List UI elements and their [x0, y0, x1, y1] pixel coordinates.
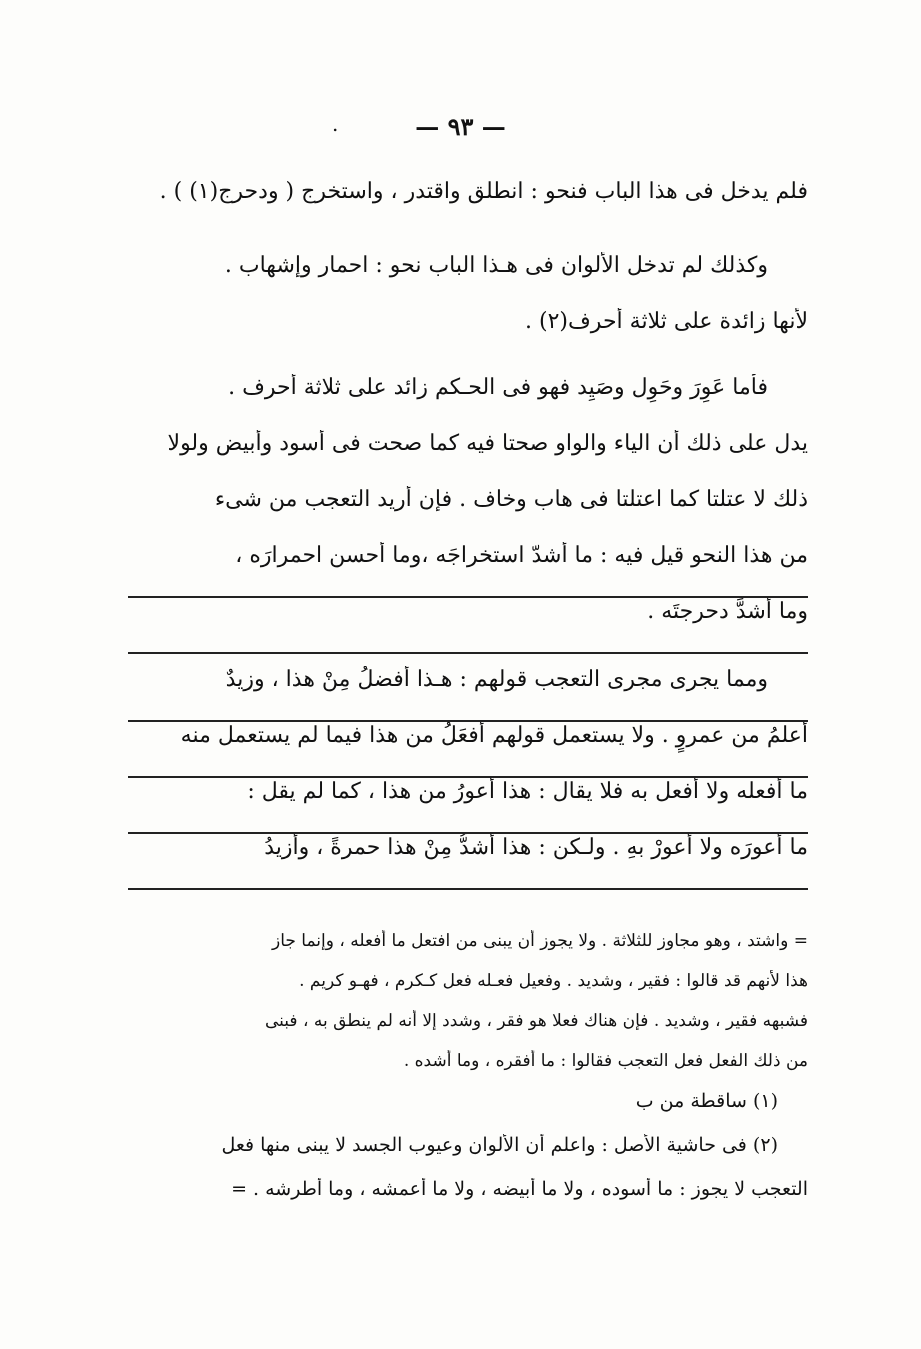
footnote-continuation-line: = واشتد ، وهو مجاوز للثلاثة . ولا يجوز أن يبنى من افتعل ما أفعله ، وإنما جاز: [272, 931, 808, 951]
paragraph-4: [128, 666, 808, 890]
text-line-underlined: من هذا النحو قيل فيه : ما أشدّ استخراجَه ،وما أحسن احمرارَه ،: [128, 542, 808, 598]
footnote-2-line: التعجب لا يجوز : ما أسوده ، ولا ما أبيضه ، ولا ما أعمشه ، وما أطرشه . =: [231, 1178, 808, 1200]
text-line-underlined: وما أشدَّ دحرجتَه .: [128, 598, 808, 654]
text-line-underlined: ما أفعله ولا أفعل به فلا يقال : هذا أعورُ من هذا ، كما لم يقل :: [128, 778, 808, 834]
footnote-continuation-line: من ذلك الفعل فعل التعجب فقالوا : ما أفقره ، وما أشده .: [403, 1051, 808, 1071]
footnote-1: (١) ساقطة من ب: [635, 1090, 778, 1112]
text-line-underlined: ومما يجرى مجرى التعجب قولهم : هـذا أفضلُ مِنْ هذا ، وزيدٌ: [128, 666, 808, 722]
paragraph-2: [128, 252, 808, 364]
text-line: ذلك لا عتلتا كما اعتلتا فى هاب وخاف . فإن أريد التعجب من شىء: [214, 487, 808, 512]
paragraph-3: [128, 374, 808, 654]
footnote-continuation-line: هذا لأنهم قد قالوا : فقير ، وشديد . وفعيل فعـله فعل كـكرم ، فهـو كريم .: [299, 971, 808, 991]
footnote-separator: [128, 900, 808, 901]
text-line: فلم يدخل فى هذا الباب فنحو : انطلق واقتدر ، واستخرج ( ودحرج(١) ) .: [159, 179, 808, 204]
page-number: — ٩٣ —: [415, 112, 506, 141]
text-line: فأما عَوِرَ وحَوِل وصَيِد فهو فى الحـكم زائد على ثلاثة أحرف .: [228, 375, 768, 400]
footnote-2-line: (٢) فى حاشية الأصل : واعلم أن الألوان وعيوب الجسد لا يبنى منها فعل: [221, 1134, 778, 1156]
text-line: لأنها زائدة على ثلاثة أحرف(٢) .: [525, 309, 808, 334]
text-line: يدل على ذلك أن الياء والواو صحتا فيه كما صحت فى أسود وأبيض ولولا: [167, 431, 808, 456]
dot-mark: .: [332, 112, 339, 136]
footnotes: [128, 930, 808, 1222]
footnote-continuation-line: فشبهه فقير ، وشديد . فإن هناك فعلا هو فقر ، وشدد إلا أنه لم ينطق به ، فبنى: [265, 1011, 808, 1031]
text-line-underlined: أعلمُ من عمروٍ . ولا يستعمل قولهم أفعَلُ من هذا فيما لم يستعمل منه: [128, 722, 808, 778]
paragraph-1: [128, 178, 808, 234]
text-line-underlined: ما أعورَه ولا أعورْ بهِ . ولـكن : هذا أشدُّ مِنْ هذا حمرةً ، وأزيدُ: [128, 834, 808, 890]
text-line: وكذلك لم تدخل الألوان فى هـذا الباب نحو : احمار وإشهاب .: [224, 253, 768, 278]
